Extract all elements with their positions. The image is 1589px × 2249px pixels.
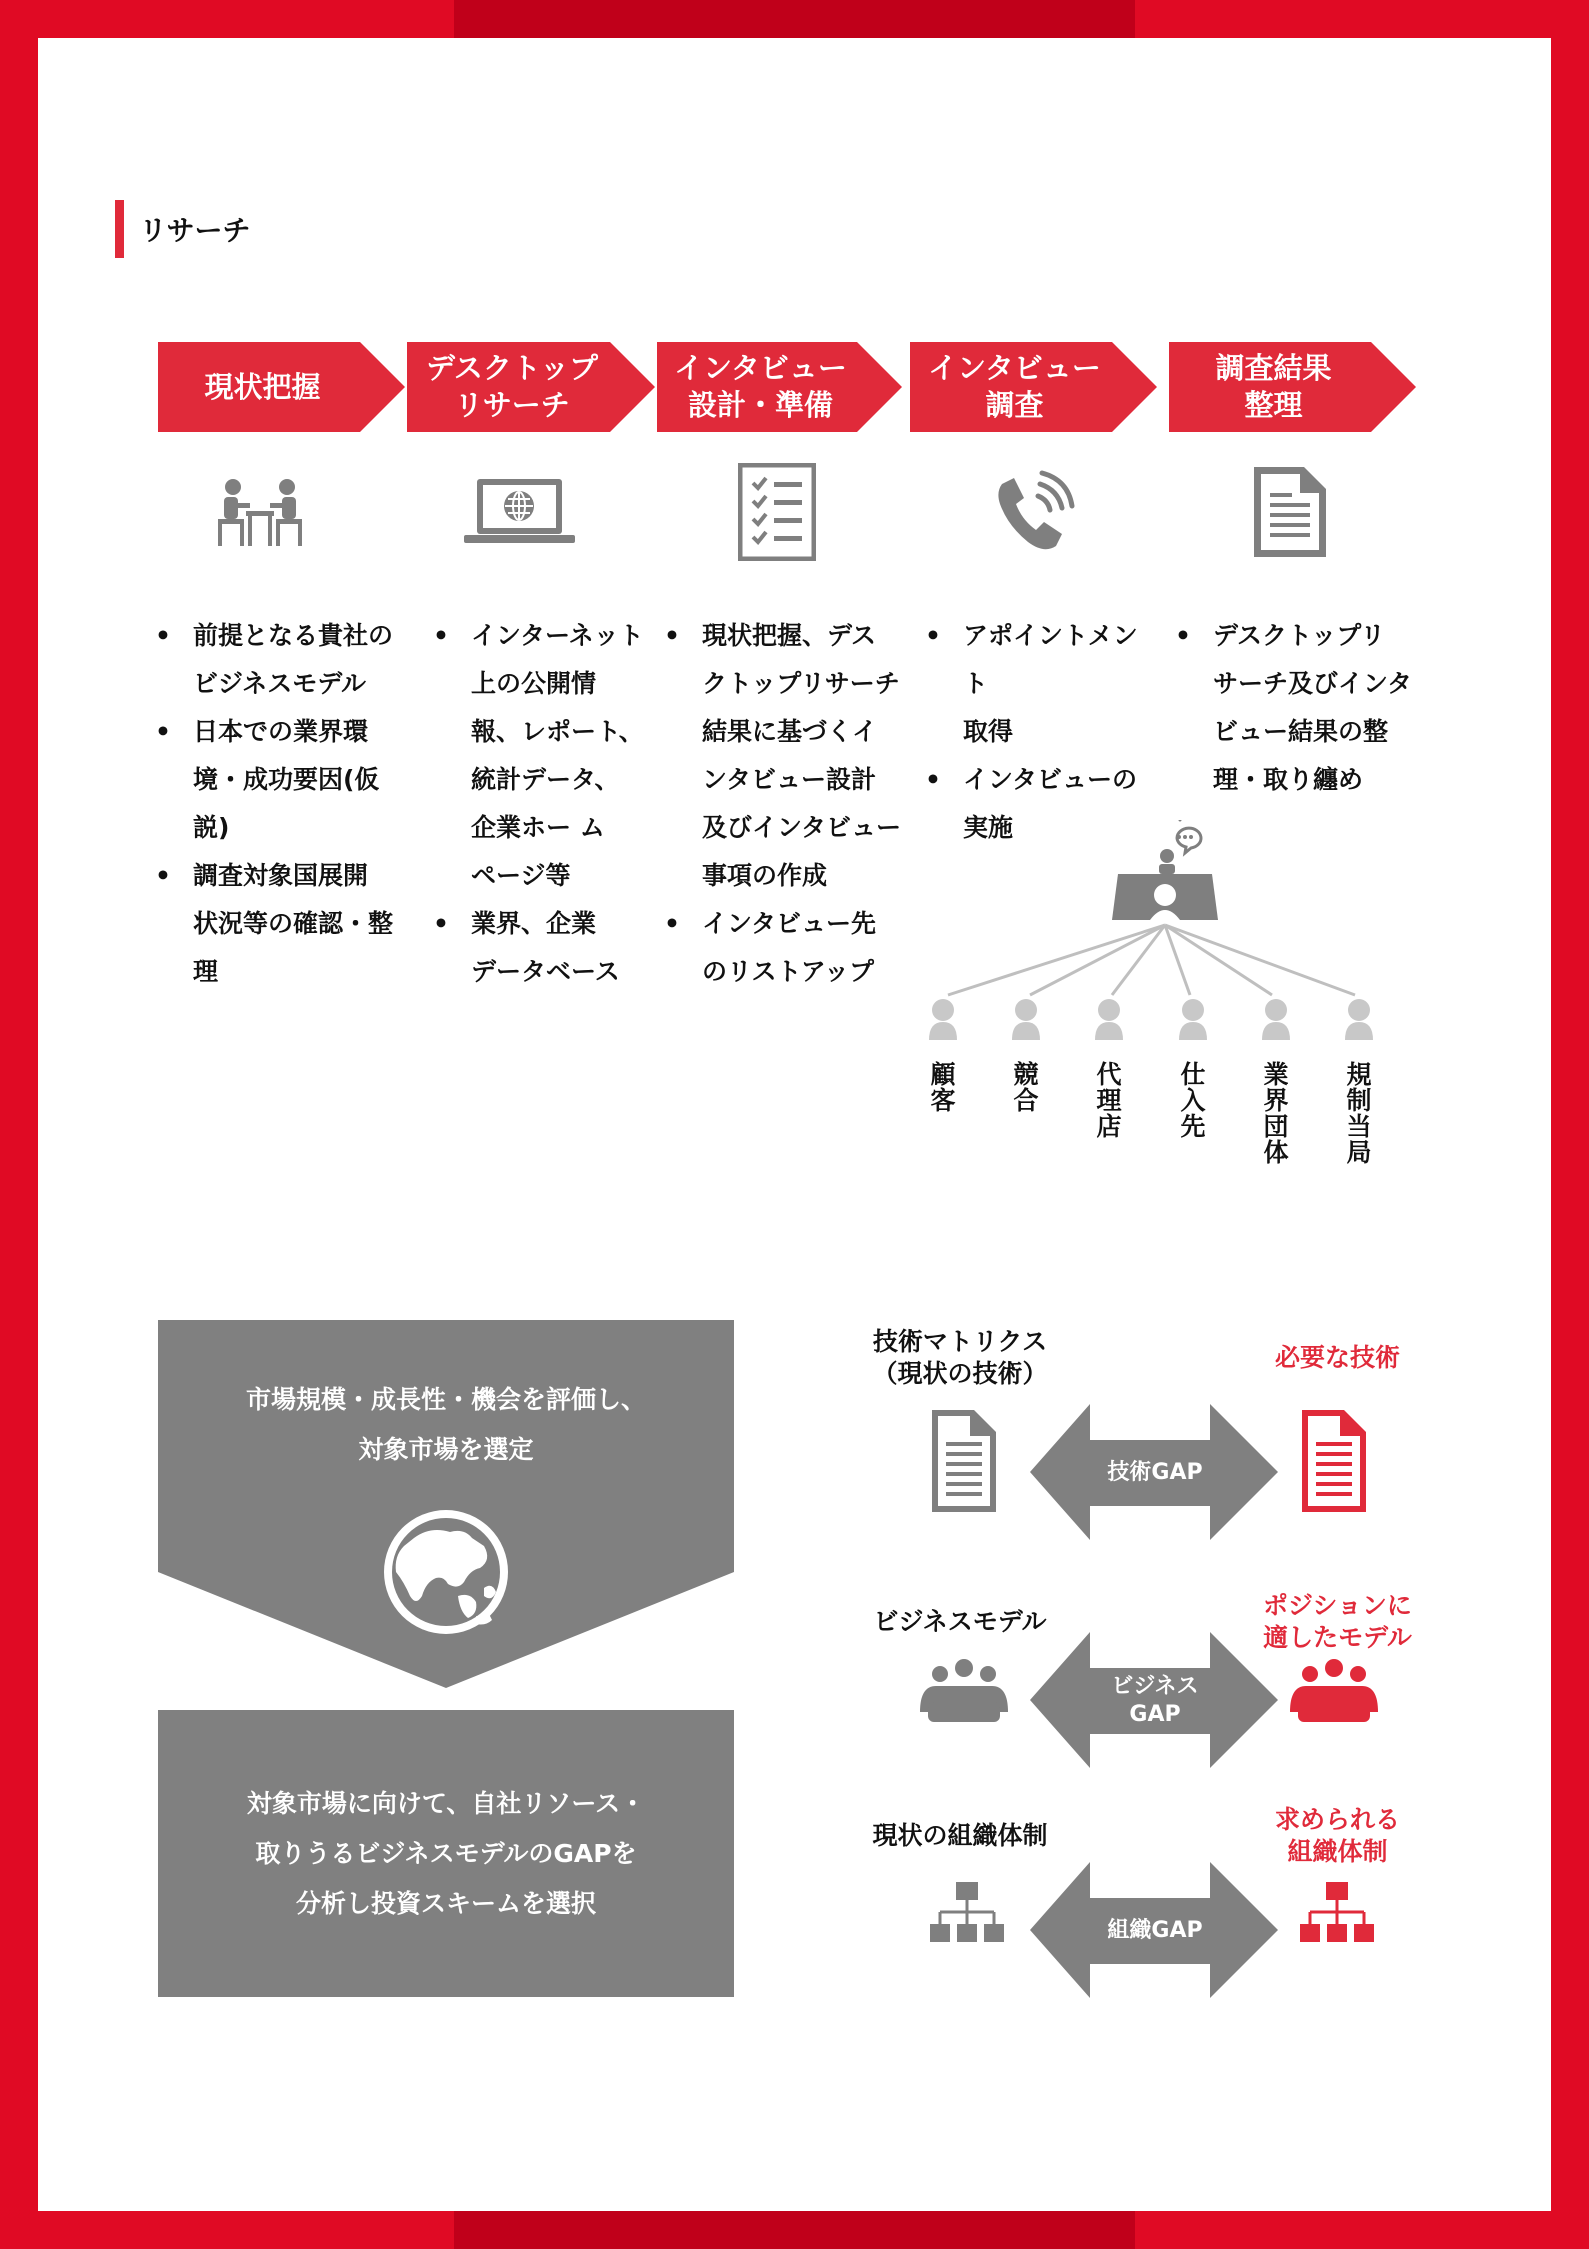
column-1-bullet: • 前提となる貴社の ビジネスモデル xyxy=(155,612,405,708)
laptop-globe-icon xyxy=(462,475,577,550)
target-org-chart-icon xyxy=(1300,1882,1374,1942)
gap-3-arrow-label: 組織GAP xyxy=(1107,1918,1203,1943)
gap-1-left-label: 技術マトリクス （現状の技術） xyxy=(872,1327,1048,1388)
column-4-bullets xyxy=(925,612,1155,852)
globe-icon xyxy=(384,1510,508,1634)
gap-3-right-label: 求められる 組織体制 xyxy=(1274,1805,1400,1866)
interviewee-icons xyxy=(929,999,1373,1040)
interviewee-customer: 顧客 xyxy=(930,1060,956,1115)
step-3-label: インタビュー 設計・準備 xyxy=(674,351,847,422)
section-title-text: リサーチ xyxy=(139,214,251,247)
gap-2-left-label: ビジネスモデル xyxy=(873,1607,1047,1636)
required-tech-document-icon xyxy=(1302,1410,1366,1512)
document-icon xyxy=(1250,463,1330,561)
step-4-label: インタビュー 調査 xyxy=(928,351,1101,422)
interviewee-industry-group: 業界団体 xyxy=(1263,1060,1289,1167)
column-3-bullets xyxy=(664,612,904,996)
column-1-bullet: • 日本での業界環 境・成功要因(仮 説) xyxy=(155,708,405,852)
column-5-bullet: • デスクトップリ サーチ及びインタ ビュー結果の整 理・取り纏め xyxy=(1175,612,1425,804)
column-2-bullet: • インターネット 上の公開情 報、レポート、 統計データ、 企業ホー ム ページ等 xyxy=(433,612,658,900)
target-business-group-icon xyxy=(1290,1659,1378,1722)
gap-1-arrow-label: 技術GAP xyxy=(1107,1460,1203,1485)
column-3-bullet: • インタビュー先 のリストアップ xyxy=(664,900,904,996)
column-1-bullet: • 調査対象国展開 状況等の確認・整 理 xyxy=(155,852,405,996)
current-business-group-icon xyxy=(920,1659,1008,1722)
interviewer-icon xyxy=(1112,820,1218,920)
column-2-bullet: • 業界、企業 データベース xyxy=(433,900,658,996)
frame-bottom-band xyxy=(454,2211,1135,2249)
column-5-bullets xyxy=(1175,612,1425,804)
column-1-bullets xyxy=(155,612,405,996)
meeting-icon xyxy=(210,475,310,550)
step-5-label: 調査結果 整理 xyxy=(1215,351,1332,422)
strategy-bottom-text: 対象市場に向けて、自社リソース・ 取りうるビジネスモデルのGAPを 分析し投資スキームを選択 xyxy=(158,1710,734,1997)
column-3-bullet: • 現状把握、デス クトップリサーチ 結果に基づくイ ンタビュー設計 及びインタビュー 事項の作成 xyxy=(664,612,904,900)
interviewee-supplier: 仕入先 xyxy=(1180,1060,1206,1141)
interviewee-competitor: 競合 xyxy=(1013,1060,1039,1115)
gap-2-right-label: ポジションに 適したモデル xyxy=(1263,1591,1412,1652)
strategy-top-text: 市場規模・成長性・機会を評価し、 対象市場を選定 xyxy=(245,1385,646,1464)
column-4-bullet: • アポイントメント 取得 xyxy=(925,612,1155,756)
column-2-bullets xyxy=(433,612,658,996)
interview-tree xyxy=(900,820,1400,1060)
interview-arrows xyxy=(948,925,1355,995)
current-org-chart-icon xyxy=(930,1882,1004,1942)
interviewee-regulator: 規制当局 xyxy=(1346,1060,1372,1167)
column-4-bullet: • インタビューの 実施 xyxy=(925,756,1155,852)
interviewee-agent: 代理店 xyxy=(1096,1060,1122,1141)
phone-icon xyxy=(990,470,1075,555)
checklist-icon xyxy=(738,463,816,561)
step-2-label: デスクトップ リサーチ xyxy=(426,351,598,422)
step-1-label: 現状把握 xyxy=(204,369,321,404)
current-tech-document-icon xyxy=(932,1410,996,1512)
gap-3-left-label: 現状の組織体制 xyxy=(872,1821,1048,1850)
gap-2-arrow-label: ビジネス GAP xyxy=(1111,1674,1199,1727)
gap-1-right-label: 必要な技術 xyxy=(1274,1343,1400,1372)
